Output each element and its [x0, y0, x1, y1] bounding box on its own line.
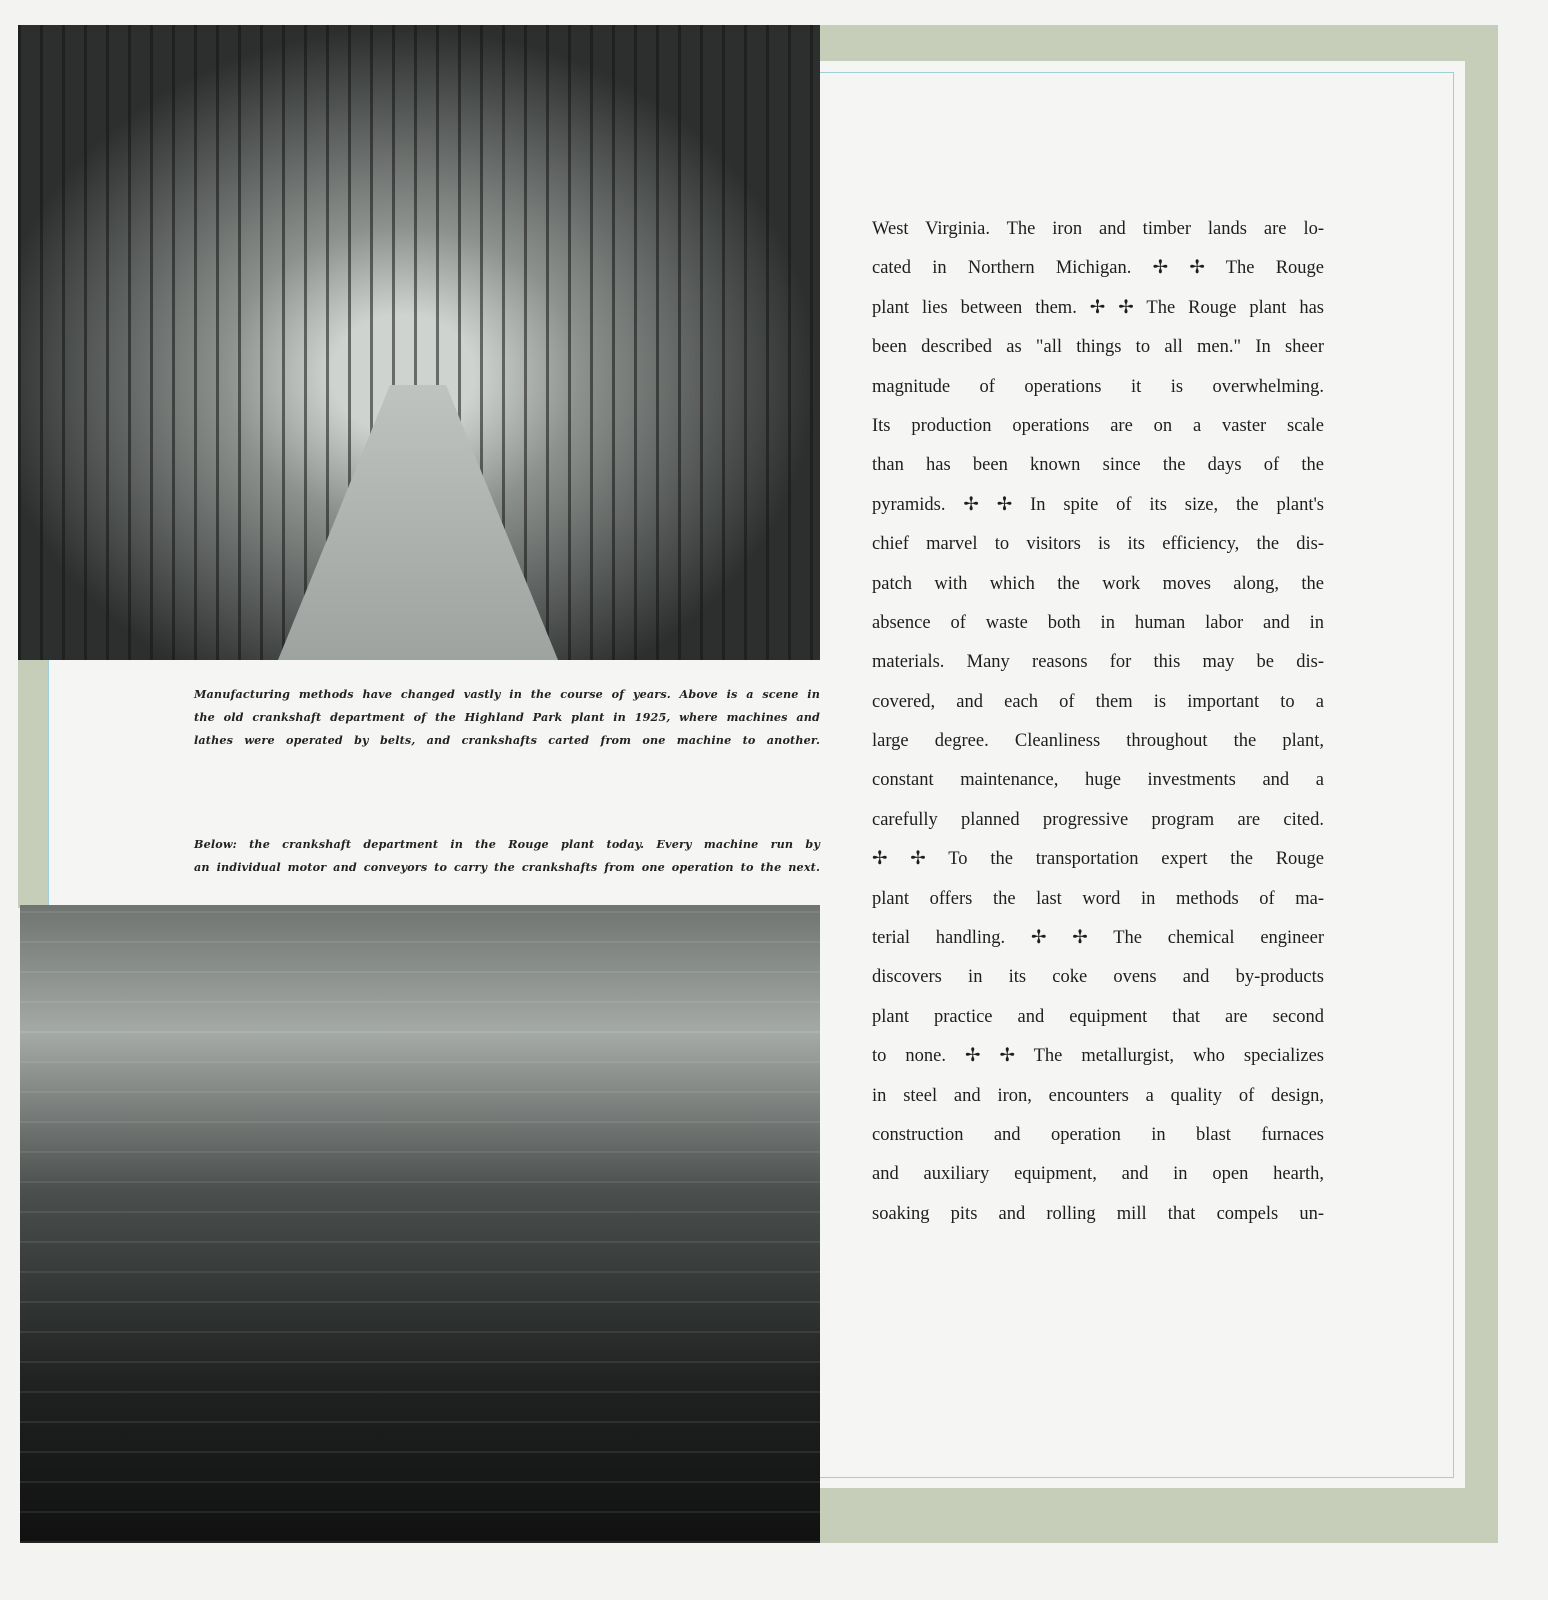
frame-rule-left — [48, 660, 49, 905]
caption-line: lathes were operated by belts, and crankshafts carted from one machine to another. — [194, 733, 820, 747]
caption-line: Manufacturing methods have changed vastly in the course of years. Above is a scene in — [194, 687, 820, 701]
body-line: discovers in its coke ovens and by-products — [872, 967, 1324, 988]
body-line: large degree. Cleanliness throughout the plant, — [872, 731, 1324, 752]
body-line: chief marvel to visitors is its efficiency, the dis- — [872, 534, 1324, 555]
body-line: patch with which the work moves along, the — [872, 573, 1324, 594]
body-line: constant maintenance, huge investments and a — [872, 770, 1324, 791]
body-line: plant offers the last word in methods of ma- — [872, 888, 1324, 909]
frame-band-left — [18, 658, 48, 908]
body-line: carefully planned progressive program are cited. — [872, 809, 1324, 830]
body-line: to none. ✢ ✢ The metallurgist, who specializes — [872, 1046, 1324, 1067]
body-line: absence of waste both in human labor and in — [872, 612, 1324, 633]
caption-line: the old crankshaft department of the Highland Park plant in 1925, where machines and — [194, 710, 820, 724]
body-line: been described as "all things to all men." In sheer — [872, 337, 1324, 358]
body-line: in steel and iron, encounters a quality of design, — [872, 1085, 1324, 1106]
body-line: ✢ ✢ To the transportation expert the Rouge — [872, 849, 1324, 870]
photo-highland-park-crankshaft-department — [18, 25, 820, 660]
frame-band-top — [818, 25, 1498, 61]
body-line: magnitude of operations it is overwhelming. — [872, 376, 1324, 397]
caption-bottom — [194, 833, 820, 879]
body-line: West Virginia. The iron and timber lands are lo- — [872, 219, 1324, 239]
caption-top — [194, 683, 820, 752]
frame-band-bottom — [818, 1488, 1498, 1543]
body-line: terial handling. ✢ ✢ The chemical engineer — [872, 928, 1324, 949]
body-line: cated in Northern Michigan. ✢ ✢ The Rouge — [872, 258, 1324, 279]
body-line: pyramids. ✢ ✢ In spite of its size, the plant's — [872, 494, 1324, 515]
body-line: soaking pits and rolling mill that compels un- — [872, 1203, 1324, 1224]
body-line: construction and operation in blast furnaces — [872, 1124, 1324, 1145]
body-text — [872, 213, 1324, 1237]
body-line: Its production operations are on a vaster scale — [872, 415, 1324, 436]
body-line: plant lies between them. ✢ ✢ The Rouge plant has — [872, 297, 1324, 318]
body-line: than has been known since the days of the — [872, 455, 1324, 476]
caption-line: Below: the crankshaft department in the Rouge plant today. Every machine run by — [194, 837, 820, 851]
body-line: covered, and each of them is important to a — [872, 691, 1324, 712]
frame-band-right — [1465, 25, 1498, 1543]
body-line: and auxiliary equipment, and in open hearth, — [872, 1164, 1324, 1185]
body-line: materials. Many reasons for this may be dis- — [872, 652, 1324, 673]
caption-line: an individual motor and conveyors to carry the crankshafts from one operation to the next. — [194, 860, 820, 874]
body-line: plant practice and equipment that are second — [872, 1006, 1324, 1027]
photo-rouge-plant-crankshaft-department — [20, 905, 820, 1543]
